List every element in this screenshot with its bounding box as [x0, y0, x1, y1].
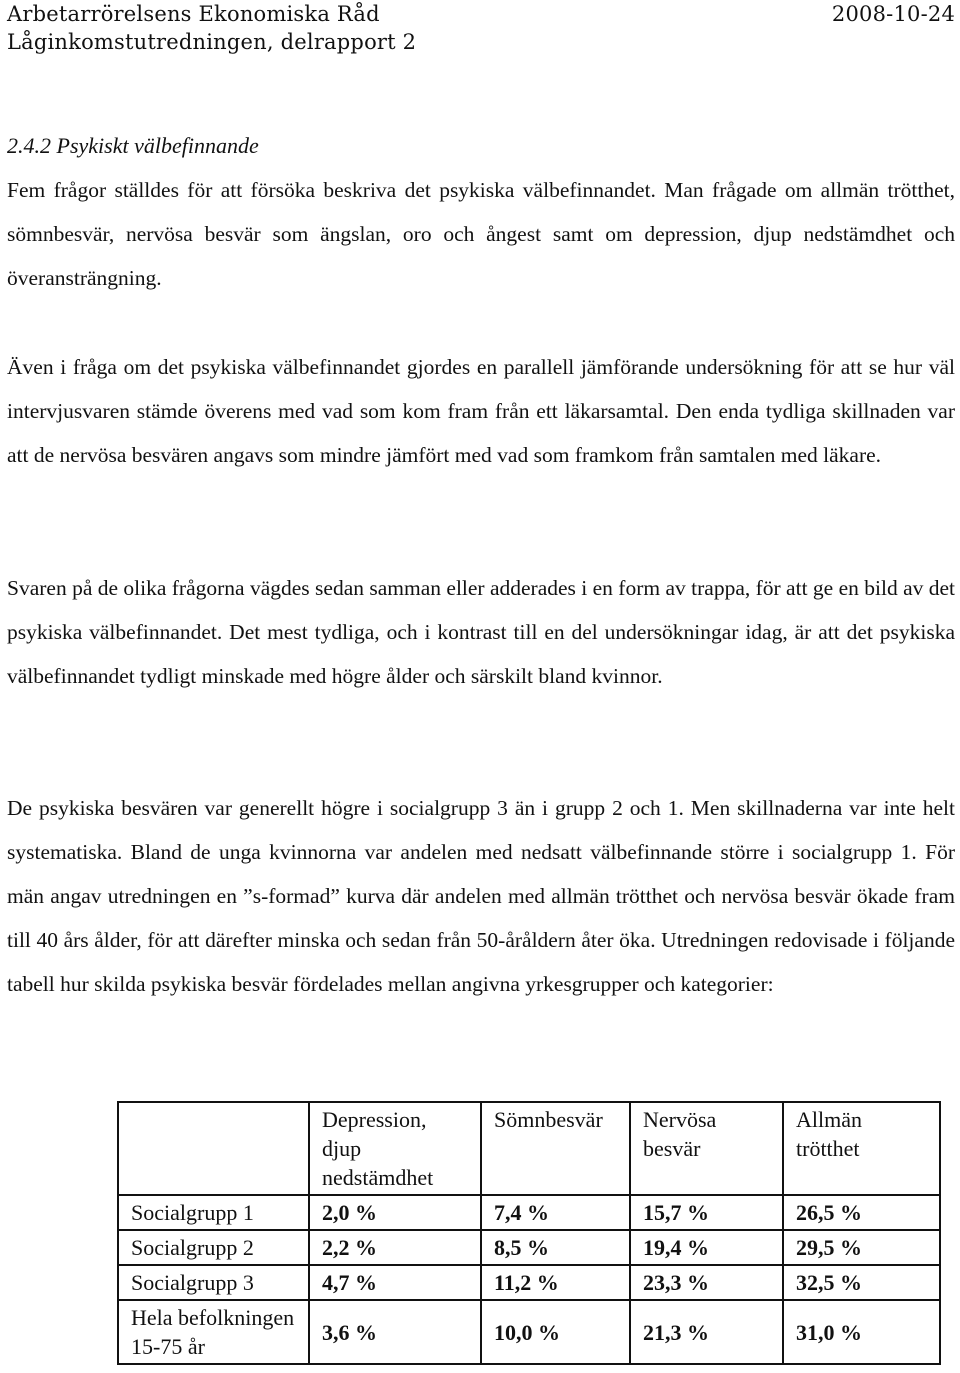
- psychological-complaints-table-wrapper: [117, 1101, 939, 1365]
- table-cell: 3,6 %: [309, 1300, 481, 1364]
- table-row: [118, 1300, 940, 1364]
- table-header-cell: [118, 1102, 309, 1195]
- table-cell: 15,7 %: [630, 1195, 783, 1230]
- paragraph-comparison: Även i fråga om det psykiska välbefinnandet gjordes en parallell jämförande undersökning för att se hur väl intervjusvaren stämde överens med vad som kom fram från ett läkarsamtal. Den enda tydliga skillnaden var att de nervösa besvären angavs som mindre jämfört med vad som framkom från samtalen med läkare.: [7, 355, 955, 467]
- table-cell: 32,5 %: [783, 1265, 940, 1300]
- paragraph-questions: Fem frågor ställdes för att försöka beskriva det psykiska välbefinnandet. Man frågade om allmän trötthet, sömnbesvär, nervösa besvär som ängslan, oro och ångest samt om depression, djup nedstämdhet och överansträngning.: [7, 178, 955, 290]
- table-header-cell: Depression, djup nedstämdhet: [309, 1102, 481, 1195]
- table-cell: 26,5 %: [783, 1195, 940, 1230]
- table-cell: 29,5 %: [783, 1230, 940, 1265]
- table-header-row: [118, 1102, 940, 1195]
- header-row-bottom: [7, 28, 955, 56]
- page-header: [7, 0, 955, 56]
- header-report-title: Låginkomstutredningen, delrapport 2: [7, 30, 417, 54]
- table-cell: 4,7 %: [309, 1265, 481, 1300]
- table-row: [118, 1230, 940, 1265]
- table-cell: 21,3 %: [630, 1300, 783, 1364]
- table-cell: 7,4 %: [481, 1195, 630, 1230]
- table-cell: 2,0 %: [309, 1195, 481, 1230]
- table-cell: 10,0 %: [481, 1300, 630, 1364]
- row-label: Socialgrupp 3: [118, 1265, 309, 1300]
- table-row: [118, 1265, 940, 1300]
- header-row-top: [7, 0, 955, 28]
- table-cell: 2,2 %: [309, 1230, 481, 1265]
- header-date: 2008-10-24: [831, 2, 955, 26]
- table-cell: 23,3 %: [630, 1265, 783, 1300]
- row-label: Hela befolkningen 15-75 år: [118, 1300, 309, 1364]
- table-cell: 31,0 %: [783, 1300, 940, 1364]
- paragraph-social-groups: De psykiska besvären var generellt högre i socialgrupp 3 än i grupp 2 och 1. Men skillnaderna var inte helt systematiska. Bland de unga kvinnorna var andelen med nedsatt välbefinnande större i socialgrupp 1. För män angav utredningen en ”s-formad” kurva där andelen med allmän trötthet och nervösa besvär ökade fram till 40 års ålder, för att därefter minska och sedan från 50-åråldern åter öka. Utredningen redovisade i följande tabell hur skilda psykiska besvär fördelades mellan angivna yrkesgrupper och kategorier:: [7, 796, 955, 996]
- table-header-cell: Nervösa besvär: [630, 1102, 783, 1195]
- table-cell: 11,2 %: [481, 1265, 630, 1300]
- table-cell: 19,4 %: [630, 1230, 783, 1265]
- table-header-cell: Allmän trötthet: [783, 1102, 940, 1195]
- table-cell: 8,5 %: [481, 1230, 630, 1265]
- header-organization: Arbetarrörelsens Ekonomiska Råd: [7, 2, 380, 26]
- row-label: Socialgrupp 2: [118, 1230, 309, 1265]
- paragraph-weighting: Svaren på de olika frågorna vägdes sedan samman eller adderades i en form av trappa, för att ge en bild av det psykiska välbefinnandet. Det mest tydliga, och i kontrast till en del undersökningar idag, är att det psykiska välbefinnandet tydligt minskade med högre ålder och särskilt bland kvinnor.: [7, 576, 956, 688]
- section-heading: 2.4.2 Psykiskt välbefinnande: [7, 133, 259, 158]
- psychological-complaints-table: [117, 1101, 941, 1365]
- table-header-cell: Sömnbesvär: [481, 1102, 630, 1195]
- row-label: Socialgrupp 1: [118, 1195, 309, 1230]
- table-row: [118, 1195, 940, 1230]
